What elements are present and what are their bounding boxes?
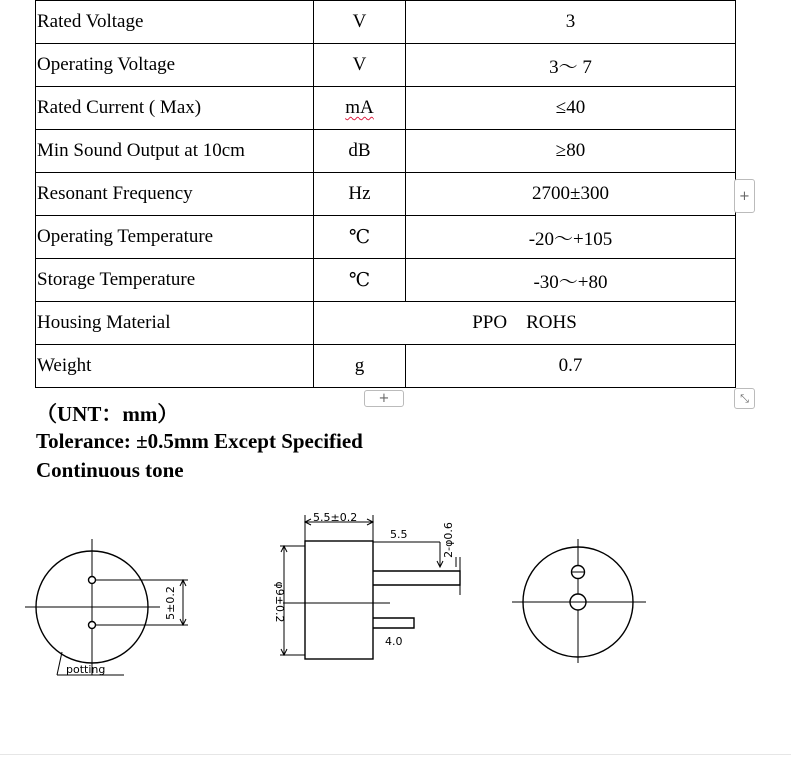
add-column-button[interactable]: + (734, 179, 755, 213)
pin-spacing-dim-label: 4.0 (385, 635, 403, 648)
pin-length-dim-label: 5.5 (390, 528, 408, 541)
bottom-divider (0, 754, 791, 755)
buzzer-drawing (0, 495, 791, 695)
value-cell: -20～+105 (406, 216, 736, 259)
height-dim-label: 5±0.2 (164, 586, 177, 620)
width-dim-label: 5.5±0.2 (313, 511, 358, 524)
param-cell: Storage Temperature (36, 259, 314, 302)
table-row (36, 1, 736, 44)
units-note: （UNT：mm） (36, 402, 179, 426)
unit-cell: dB (314, 130, 406, 173)
pin-long (373, 571, 460, 585)
value-cell: -30～+80 (406, 259, 736, 302)
value-cell: ≤40 (406, 87, 736, 130)
unit-cell: V (314, 1, 406, 44)
value-cell: 2700±300 (406, 173, 736, 216)
param-cell: Resonant Frequency (36, 173, 314, 216)
unit-cell: V (314, 44, 406, 87)
spec-table (35, 0, 736, 388)
table-row (36, 130, 736, 173)
tone-note: Continuous tone (36, 458, 184, 482)
unit-cell (314, 87, 406, 130)
pin-dia-dim-label: 2-φ0.6 (442, 522, 455, 558)
param-cell: Min Sound Output at 10cm (36, 130, 314, 173)
unit-cell: Hz (314, 173, 406, 216)
table-row (36, 345, 736, 388)
side-view (280, 515, 460, 659)
pin-hole (89, 577, 96, 584)
unit-cell: ℃ (314, 216, 406, 259)
table-row (36, 259, 736, 302)
unit-cell: g (314, 345, 406, 388)
unit-text: mA (345, 97, 374, 118)
potting-label: potting (66, 663, 106, 676)
table-row (36, 173, 736, 216)
add-row-button[interactable]: + (364, 390, 404, 407)
table-row (36, 302, 736, 345)
param-cell: Rated Voltage (36, 1, 314, 44)
tolerance-note: Tolerance: ±0.5mm Except Specified (36, 429, 363, 453)
param-cell: Rated Current ( Max) (36, 87, 314, 130)
param-cell: Operating Temperature (36, 216, 314, 259)
unit-cell: ℃ (314, 259, 406, 302)
table-row (36, 216, 736, 259)
table-row (36, 87, 736, 130)
param-cell: Operating Voltage (36, 44, 314, 87)
param-cell: Weight (36, 345, 314, 388)
pin-hole (89, 622, 96, 629)
value-cell: ≥80 (406, 130, 736, 173)
table-row (36, 44, 736, 87)
top-view (512, 539, 646, 663)
value-cell: 0.7 (406, 345, 736, 388)
body-dia-dim-label: φ9±0.2 (273, 581, 286, 623)
value-cell: PPO ROHS (314, 302, 736, 345)
param-cell: Housing Material (36, 302, 314, 345)
table-resize-handle[interactable]: ⤡ (734, 388, 755, 409)
pin-short (373, 618, 414, 628)
body-side (305, 541, 373, 659)
value-cell: 3～ 7 (406, 44, 736, 87)
value-cell: 3 (406, 1, 736, 44)
